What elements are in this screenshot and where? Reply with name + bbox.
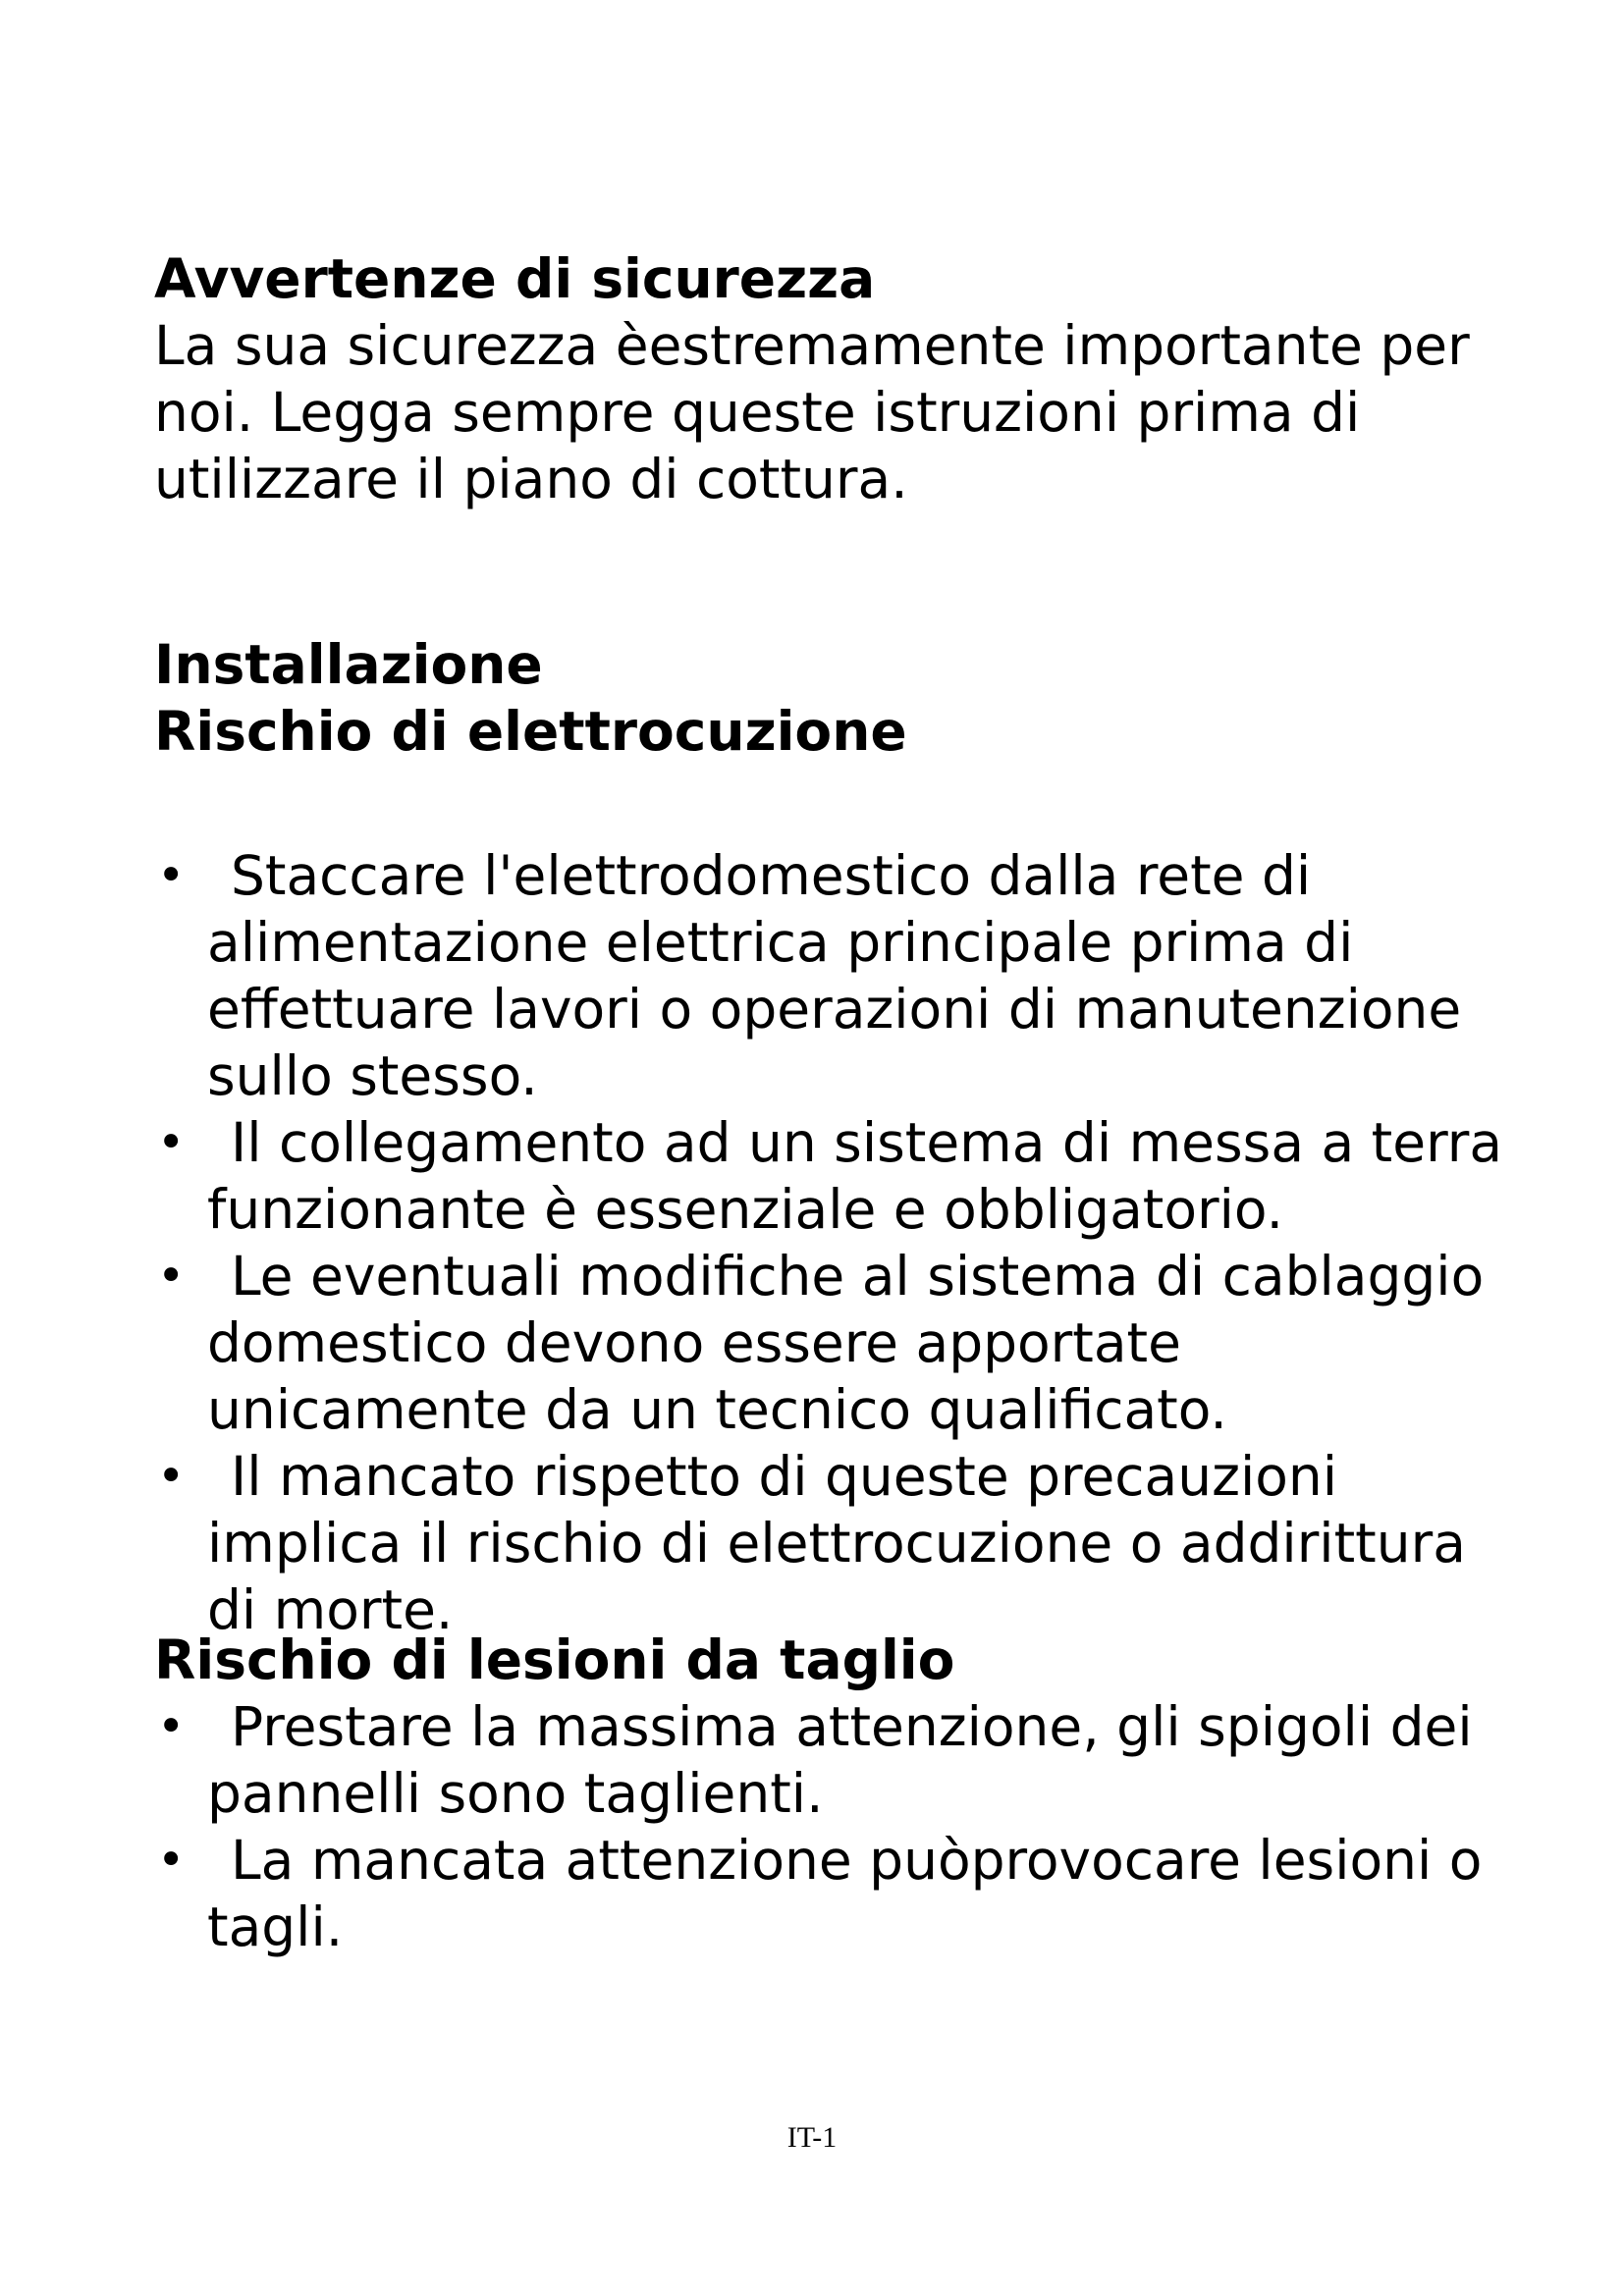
- list-item-text: Il collegamento ad un sistema di messa a terra funzionante è essenziale e obbligatorio.: [207, 1111, 1503, 1241]
- electrocution-risk-list: [154, 842, 1509, 1643]
- bullet-icon: •: [157, 1249, 186, 1304]
- cut-risk-section: [154, 1627, 1509, 1960]
- list-item: [154, 1827, 1509, 1960]
- list-item: [154, 1443, 1509, 1643]
- section-title-installation: Installazione: [154, 633, 543, 696]
- electrocution-list-wrapper: [154, 842, 1509, 1643]
- list-item: [154, 1693, 1509, 1827]
- bullet-icon: •: [157, 1449, 186, 1504]
- list-item-text: La mancata attenzione puòprovocare lesioni o tagli.: [207, 1829, 1483, 1958]
- list-item-text: Il mancato rispetto di queste precauzioni implica il rischio di elettrocuzione o addirittura di morte.: [207, 1445, 1466, 1641]
- list-item-text: Staccare l'elettrodomestico dalla rete di alimentazione elettrica principale prima di effettuare lavori o operazioni di manutenzione sullo stesso.: [207, 844, 1462, 1107]
- section-title-cut-risk: Rischio di lesioni da taglio: [154, 1629, 955, 1691]
- safety-warnings-section: [154, 245, 1509, 512]
- list-item-text: Le eventuali modifiche al sistema di cablaggio domestico devono essere apportate unicamente da un tecnico qualificato.: [207, 1245, 1485, 1441]
- list-item: [154, 1243, 1509, 1443]
- bullet-icon: •: [157, 1115, 186, 1170]
- safety-intro-paragraph: La sua sicurezza èestremamente importante per noi. Legga sempre queste istruzioni prima di utilizzare il piano di cottura.: [154, 314, 1470, 510]
- list-item: [154, 842, 1509, 1109]
- cut-risk-list: [154, 1693, 1509, 1960]
- bullet-icon: •: [157, 1699, 186, 1754]
- installation-section: [154, 631, 1509, 765]
- bullet-icon: •: [157, 848, 186, 903]
- list-item: [154, 1109, 1509, 1243]
- subtitle-electrocution-risk: Rischio di elettrocuzione: [154, 700, 907, 763]
- bullet-icon: •: [157, 1833, 186, 1888]
- page-number: IT-1: [786, 2121, 838, 2154]
- list-item-text: Prestare la massima attenzione, gli spigoli dei pannelli sono taglienti.: [207, 1695, 1473, 1825]
- section-title-safety: Avvertenze di sicurezza: [154, 247, 876, 310]
